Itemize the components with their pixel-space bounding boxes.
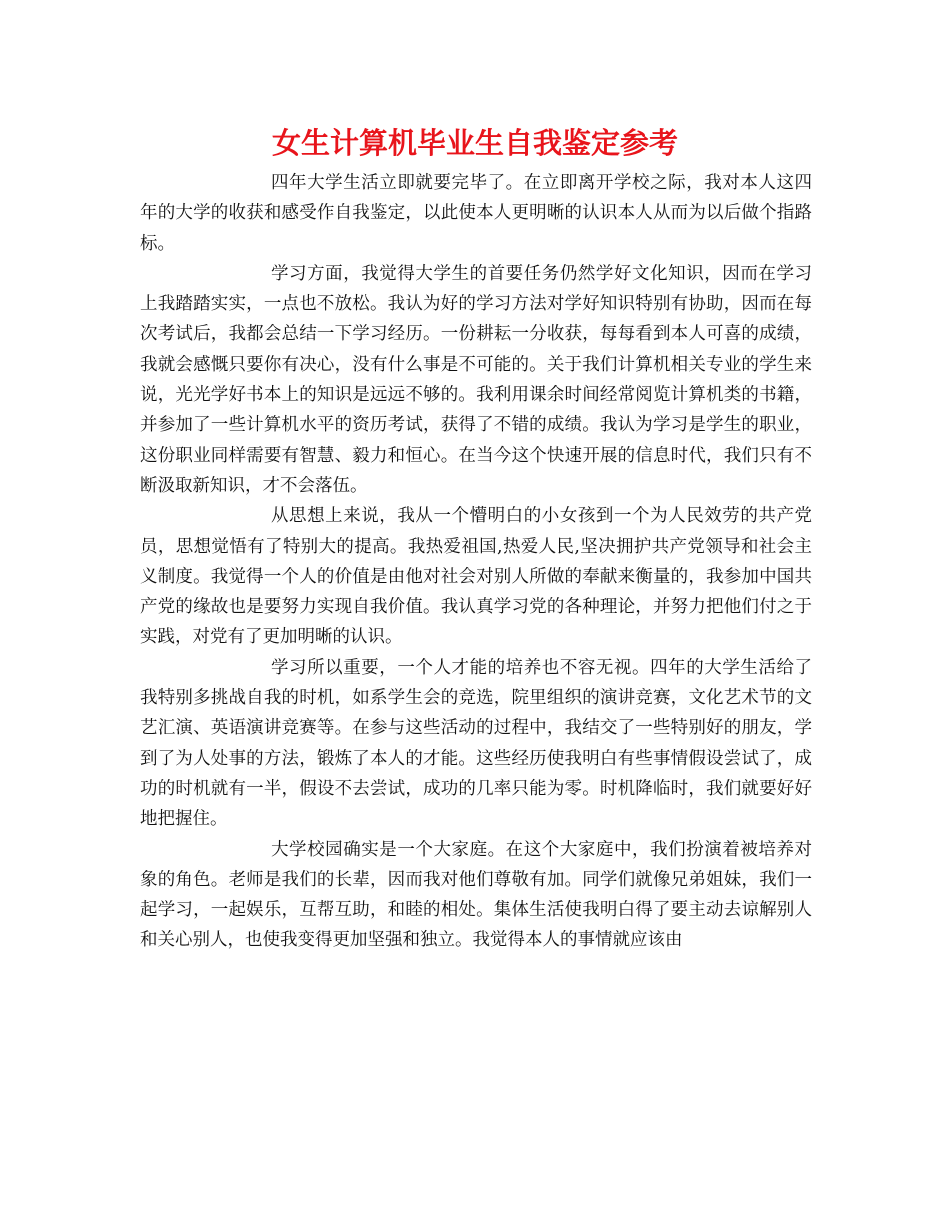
document-body: [140, 168, 812, 956]
paragraph-campus-life: 大学校园确实是一个大家庭。在这个大家庭中，我们扮演着被培养对象的角色。老师是我们的长辈，因而我对他们尊敬有加。同学们就像兄弟姐妹，我们一起学习，一起娱乐，互帮互助，和睦的相处。集体生活使我明白得了要主动去谅解别人和关心别人，也使我变得更加坚强和独立。我觉得本人的事情就应该由: [140, 839, 812, 951]
paragraph-abilities: 学习所以重要，一个人才能的培养也不容无视。四年的大学生活给了我特别多挑战自我的时机，如系学生会的竞选，院里组织的演讲竞赛，文化艺术节的文艺汇演、英语演讲竞赛等。在参与这些活动的过程中，我结交了一些特别好的朋友，学到了为人处事的方法，锻炼了本人的才能。这些经历使我明白有些事情假设尝试了，成功的时机就有一半，假设不去尝试，成功的几率只能为零。时机降临时，我们就要好好地把握住。: [140, 657, 812, 830]
paragraph-intro: 四年大学生活立即就要完毕了。在立即离开学校之际，我对本人这四年的大学的收获和感受作自我鉴定，以此使本人更明晰的认识本人从而为以后做个指路标。: [140, 173, 812, 254]
paragraph-ideology: 从思想上来说，我从一个懵明白的小女孩到一个为人民效劳的共产党员，思想觉悟有了特别大的提高。我热爱祖国,热爱人民,坚决拥护共产党领导和社会主义制度。我觉得一个人的价值是由他对社会对别人所做的奉献来衡量的，我参加中国共产党的缘故也是要努力实现自我价值。我认真学习党的各种理论，并努力把他们付之于实践，对党有了更加明晰的认识。: [140, 506, 812, 648]
document-title: 女生计算机毕业生自我鉴定参考: [271, 126, 678, 160]
paragraph-study: 学习方面，我觉得大学生的首要任务仍然学好文化知识，因而在学习上我踏踏实实，一点也不放松。我认为好的学习方法对学好知识特别有协助，因而在每次考试后，我都会总结一下学习经历。一份耕耘一分收获，每每看到本人可喜的成绩，我就会感慨只要你有决心，没有什么事是不可能的。关于我们计算机相关专业的学生来说，光光学好书本上的知识是远远不够的。我利用课余时间经常阅览计算机类的书籍，并参加了一些计算机水平的资历考试，获得了不错的成绩。我认为学习是学生的职业，这份职业同样需要有智慧、毅力和恒心。在当今这个快速开展的信息时代，我们只有不断汲取新知识，才不会落伍。: [140, 263, 812, 496]
